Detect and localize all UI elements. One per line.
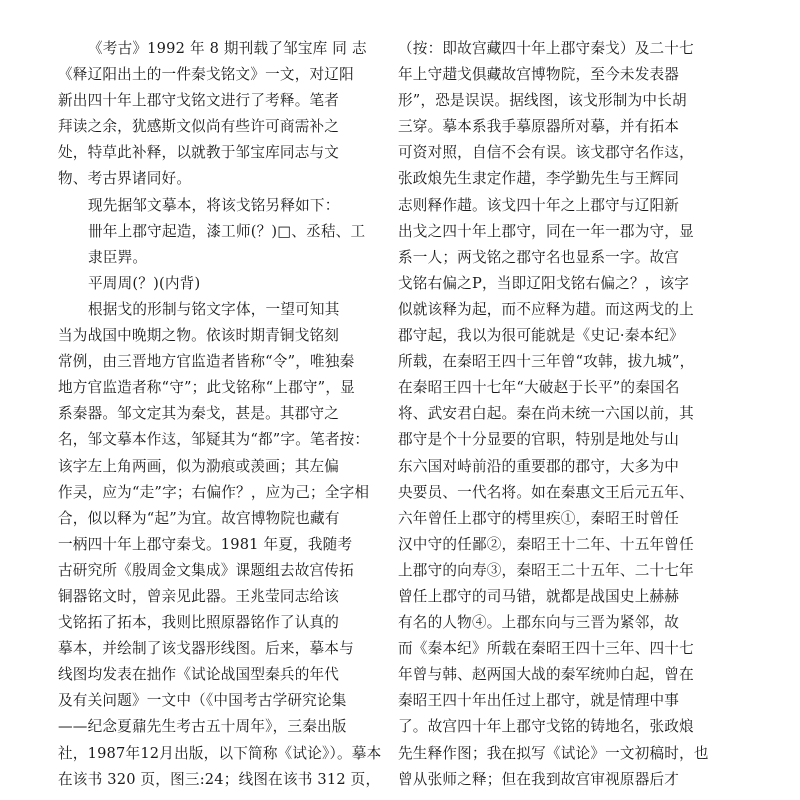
text-line: 而《秦本纪》所载在秦昭王四十三年、四十七 [398, 640, 694, 658]
text-line: 似就该释为起，而不应释为趞。而这两戈的上 [398, 300, 694, 318]
text-line: 《考古》1992 年 8 期刊载了邹宝库 同 志 [88, 40, 367, 57]
text-line: 社，1987年12月出版，以下简称《试论》）。摹本 [58, 744, 382, 762]
text-line: 年曾与韩、赵两国大战的秦军统帅白起，曾在 [398, 666, 694, 684]
left-column [58, 36, 388, 793]
text-line: 古研究所《殷周金文集成》课题组去故宫传拓 [58, 561, 354, 579]
text-line: 汉中守的任鄙②，秦昭王十二年、十五年曾任 [398, 535, 694, 553]
text-line: 曾从张师之释；但在我到故宫审视原器后才 [398, 770, 680, 788]
text-line: 秦昭王四十年出任过上郡守，就是情理中事 [398, 692, 680, 710]
text-line: 系秦器。邹文定其为秦戈，甚是。其郡守之 [58, 405, 340, 423]
text-line: 郡守是个十分显要的官职，特别是地处与山 [398, 431, 680, 449]
text-line: 现先据邹文摹本，将该戈铭另释如下： [88, 196, 340, 214]
text-line: （按：即故宫藏四十年上郡守秦戈）及二十七 [398, 40, 694, 57]
text-line: 形”，恐是误误。据线图，该戈形制为中长胡 [398, 92, 687, 110]
text-line: 名，邹文摹本作𨑤，邹疑其为“都”字。笔者按： [58, 431, 370, 449]
text-line: 三穿。摹本系我手摹原器所对摹，并有拓本 [398, 118, 680, 136]
text-line: 系一人；两戈铭之郡守名也显系一字。故宫 [398, 248, 680, 266]
text-line: 摹本，并绘制了该戈器形线图。后来，摹本与 [58, 640, 354, 658]
text-line: 先生释作图；我在拟写《试论》一文初稿时，也 [398, 744, 709, 762]
text-line: 隶臣𢁅。 [88, 248, 148, 266]
text-line: 了。故宫四十年上郡守戈铭的铸地名，张政烺 [398, 718, 694, 736]
text-line: 曾任上郡守的司马错，就都是战国史上赫赫 [398, 587, 680, 605]
text-line: 平周周(？)(内背) [88, 274, 201, 292]
text-line: 上郡守的向寿③，秦昭王二十五年、二十七年 [398, 561, 694, 579]
text-line: ——纪念夏鼐先生考古五十周年》，三秦出版 [58, 718, 347, 736]
text-line: 作㚑，应为“走”字；右偏作？，应为己；全字相 [58, 483, 370, 501]
text-line: 线图均发表在拙作《试论战国型秦兵的年代 [58, 666, 340, 684]
text-line: 将、武安君白起。秦在尚未统一六国以前，其 [398, 405, 694, 423]
text-line: 东六国对峙前沿的重要郡的郡守，大多为中 [398, 457, 680, 475]
text-line: 地方官监造者称“守”；此戈铭称“上郡守”，显 [58, 379, 355, 397]
right-column [398, 36, 736, 793]
text-line: 志则释作趞。该戈四十年之上郡守与辽阳新 [398, 196, 680, 214]
text-line: 所载，在秦昭王四十三年曾“攻韩，拔九城”， [398, 353, 695, 371]
text-line: 在该书 320 页，图三:24；线图在该书 312 页， [58, 770, 381, 788]
text-line: 卌年上郡守起造，漆工师(？)□、丞秸、工 [88, 222, 366, 240]
text-line: 合，似以释为“起”为宜。故宫博物院也藏有 [58, 509, 340, 527]
text-line: 戈铭拓了拓本，我则比照原器铭作了认真的 [58, 614, 340, 632]
text-line: 铜器铭文时，曾亲见此器。王兆莹同志给该 [58, 587, 340, 605]
text-line: 及有关问题》一文中（《中国考古学研究论集 [58, 692, 347, 710]
text-line: 有名的人物④。上郡东向与三晋为紧邻，故 [398, 614, 680, 632]
text-line: 一柄四十年上郡守秦戈。1981 年夏，我随考 [58, 535, 353, 553]
text-line: 《释辽阳出土的一件秦戈铭文》一文，对辽阳 [58, 66, 354, 84]
text-line: 在秦昭王四十七年“大破赵于长平”的秦国名 [398, 379, 680, 397]
text-line: 郡守起，我以为很可能就是《史记·秦本纪》 [398, 327, 684, 345]
text-line: 常例，由三晋地方官监造者皆称“令”，唯独秦 [58, 353, 355, 371]
text-line: 张政烺先生隶定作趞，李学勤先生与王辉同 [398, 170, 680, 188]
text-line: 处，特草此补释，以就教于邹宝库同志与文 [58, 144, 340, 162]
text-line: 出戈之四十年上郡守，同在一年一郡为守，显 [398, 222, 694, 240]
text-line: 根据戈的形制与铭文字体，一望可知其 [88, 300, 340, 318]
text-line: 可资对照，自信不会有误。该戈郡守名作𨑤， [398, 144, 694, 162]
text-line: 物、考古界诸同好。 [58, 170, 192, 188]
text-line: 拜读之余，犹感斯文似尚有些许可商需补之 [58, 118, 340, 136]
text-line: 戈铭右偏之P，当即辽阳戈铭右偏之？，该字 [398, 274, 690, 292]
text-line: 该字左上角两画，似为泐痕或羡画；其左偏 [58, 457, 340, 475]
text-line: 央要员、一代名将。如在秦惠文王后元五年、 [398, 483, 694, 501]
text-line: 年上守趞戈俱藏故宫博物院，至今未发表器 [398, 66, 680, 84]
text-line: 当为战国中晚期之物。依该时期青铜戈铭刻 [58, 327, 340, 345]
text-line: 六年曾任上郡守的樗里疾①，秦昭王时曾任 [398, 509, 680, 527]
text-line: 新出四十年上郡守戈铭文进行了考释。笔者 [58, 92, 340, 110]
